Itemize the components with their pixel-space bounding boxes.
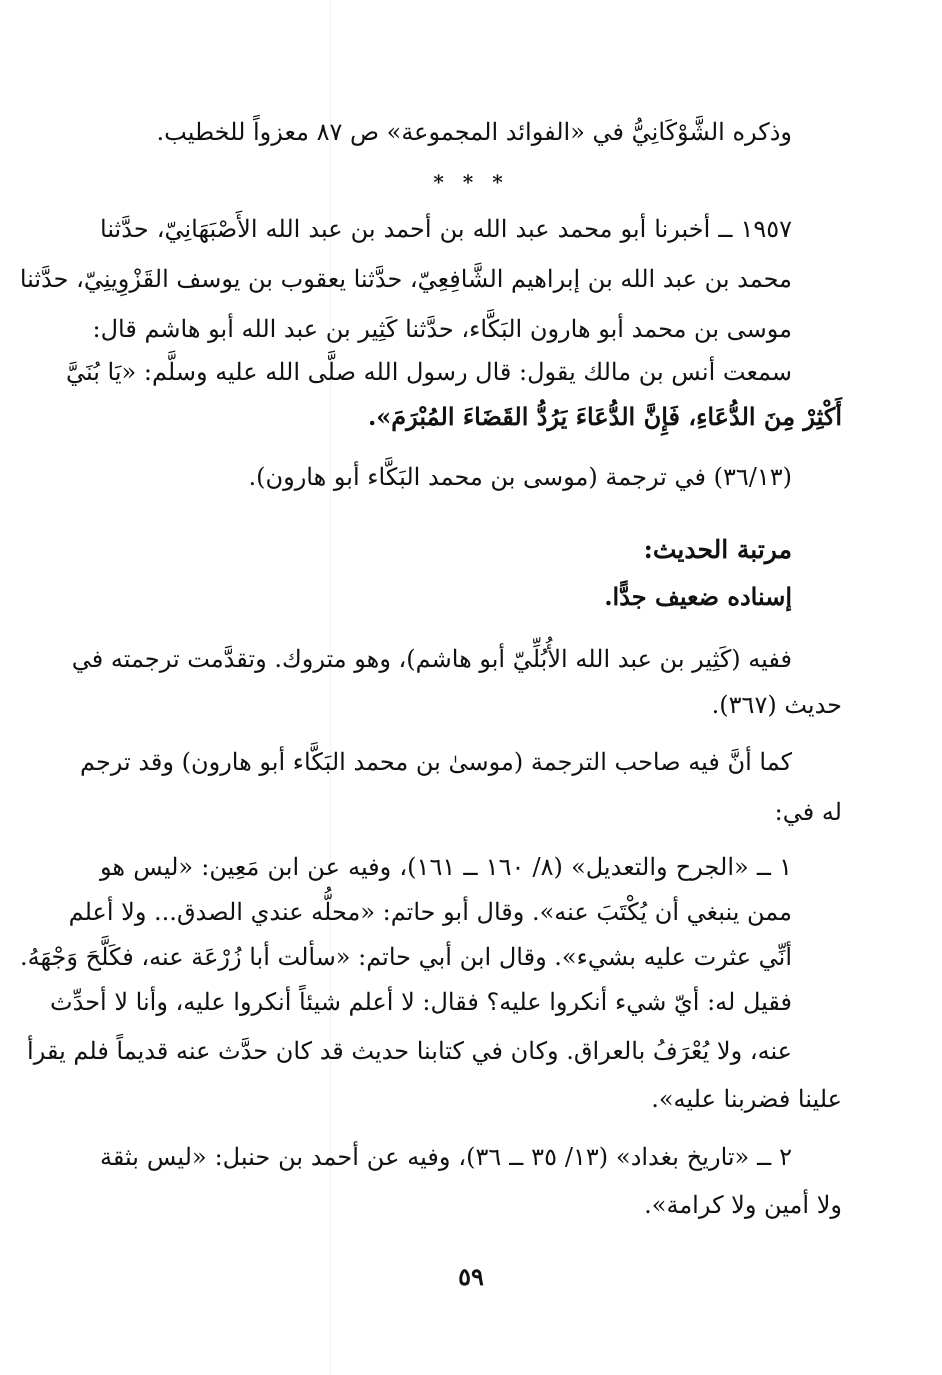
text-line: سمعت أنس بن مالك يقول: قال رسول الله صلَّى الله عليه وسلَّم: «يَا بُنَيَّ xyxy=(66,358,792,386)
text-line: محمد بن عبد الله بن إبراهيم الشَّافِعِيّ، حدَّثنا يعقوب بن يوسف القَزْوِينِيّ، حدَّثنا xyxy=(19,265,792,293)
text-line: فقيل له: أيّ شيء أنكروا عليه؟ فقال: لا أعلم شيئاً أنكروا عليه، وأنا لا أحدِّث xyxy=(50,988,792,1016)
text-line: ففيه (كَثِير بن عبد الله الأُبُلِّيّ أبو هاشم)، وهو متروك. وتقدَّمت ترجمته في xyxy=(71,645,792,673)
section-heading: مرتبة الحديث: xyxy=(643,535,792,564)
text-line: ممن ينبغي أن يُكْتَبَ عنه». وقال أبو حاتم: «محلُّه عندي الصدق... ولا أعلم xyxy=(68,898,792,926)
text-line: حديث (٣٦٧). xyxy=(711,691,842,719)
text-line: كما أنَّ فيه صاحب الترجمة (موسىٰ بن محمد البَكَّاء أبو هارون) وقد ترجم xyxy=(79,748,792,776)
hadith-1957-line: ١٩٥٧ ــ أخبرنا أبو محمد عبد الله بن أحمد بن عبد الله الأَصْبَهَانِيّ، حدَّثنا xyxy=(100,215,792,243)
text-line: موسى بن محمد أبو هارون البَكَّاء، حدَّثنا كَثِير بن عبد الله أبو هاشم قال: xyxy=(92,315,792,343)
text-line: عنه، ولا يُعْرَفُ بالعراق. وكان في كتابنا حديث قد كان حدَّث عنه قديماً فلم يقرأ xyxy=(27,1037,792,1065)
separator-stars: * * * xyxy=(433,170,509,194)
grading-line: إسناده ضعيف جدًّا. xyxy=(604,582,792,611)
text-line: ١ ــ «الجرح والتعديل» (٨/ ١٦٠ ــ ١٦١)، وفيه عن ابن مَعِين: «ليس هو xyxy=(100,853,793,881)
text-line: أنِّي عثرت عليه بشيء». وقال ابن أبي حاتم: «سألت أبا زُرْعَة عنه، فكَلَّحَ وَجْهَهُ. xyxy=(20,943,792,971)
hadith-text-line: أَكْثِرْ مِنَ الدُّعَاءِ، فَإِنَّ الدُّعَاءَ يَرُدُّ القَضَاءَ المُبْرَمَ». xyxy=(367,402,842,431)
text-line: وذكره الشَّوْكَانِيُّ في «الفوائد المجموعة» ص ٨٧ معزواً للخطيب. xyxy=(156,118,792,146)
text-line: ٢ ــ «تاريخ بغداد» (١٣/ ٣٥ ــ ٣٦)، وفيه عن أحمد بن حنبل: «ليس بثقة xyxy=(100,1143,793,1171)
text-line: ولا أمين ولا كرامة». xyxy=(644,1191,842,1219)
page-number: ٥٩ xyxy=(458,1262,484,1291)
source-reference: (٣٦/١٣) في ترجمة (موسى بن محمد البَكَّاء أبو هارون). xyxy=(248,463,792,491)
text-line: له في: xyxy=(774,798,842,826)
text-line: علينا فضربنا عليه». xyxy=(651,1085,842,1113)
